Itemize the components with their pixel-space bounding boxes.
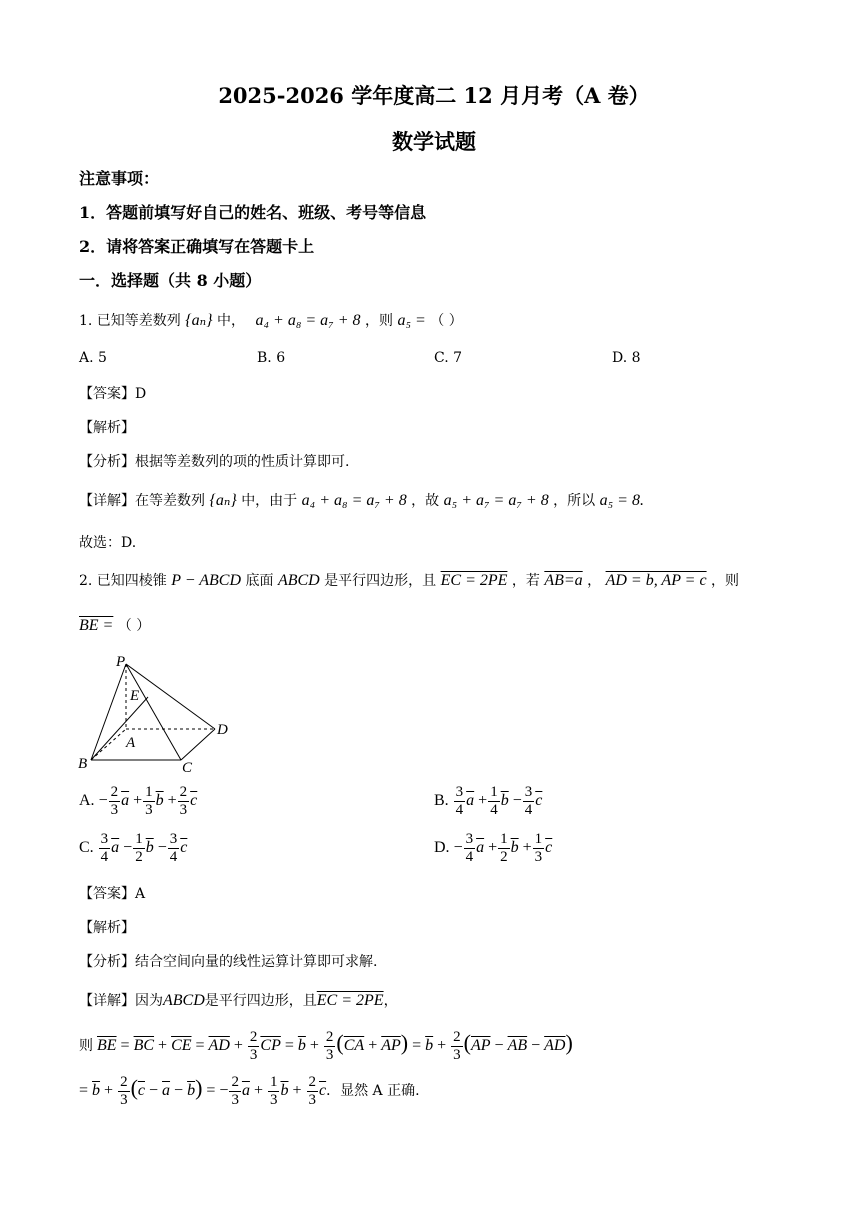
q2-be-post: （ ） [117, 618, 151, 634]
q2-detail-end: ， [383, 993, 398, 1009]
q2-option-a: A. − $\frac{2}{3}$ $\overline{a}$ + $\frac{1}{3}$ $\overline{b}$ + $\frac{2}{3}$ $\overline{c}$ [79, 784, 198, 818]
q2-option-d: D. − $\frac{3}{4}$ $\overline{a}$ + $\frac{1}{2}$ $\overline{b}$ + $\frac{1}{3}$ $\overline{c}$ [434, 831, 553, 865]
q2-stem-pre: 2. 已知四棱锥 [79, 573, 167, 589]
label-p: P [116, 654, 126, 670]
q2-stem [79, 570, 739, 590]
pyramid-figure [76, 652, 236, 777]
q2-ab-eq: AB=a [544, 572, 583, 589]
label-c: C [182, 760, 193, 776]
q2-answer: 【答案】A [79, 886, 146, 902]
page-subtitle: 数学试题 [392, 129, 476, 154]
q1-detail-mid3: ，所以 [553, 493, 596, 509]
q2-detail-base: ABCD [163, 992, 205, 1009]
q2-detail-ec: EC = 2PE [316, 992, 384, 1009]
q2-stem-mid3: ，若 [511, 573, 540, 589]
q2-derivation-line-2: = $\overline{b}$ + $\frac{2}{3}$ $(\overline{c} - \overline{a} - \overline{b})$ = − $\frac{2}{3}$ $\overline{a}$ + $\frac{1}{3}$ $\overline{b}$ + $\frac{2}{3}$ $\overline{c}$．显然 A 正确. [79, 1074, 420, 1108]
label-a: A [126, 735, 136, 751]
page-title: 2025-2026 学年度高二 12 月月考（A 卷） [218, 83, 650, 108]
q2-ec-eq: EC = 2PE [440, 572, 508, 589]
q2-conclusion: ．显然 A 正确. [326, 1083, 420, 1100]
q1-stem-pre: 1. 已知等差数列 [79, 313, 181, 329]
opt-c-label: C. [79, 839, 94, 857]
label-b: B [78, 756, 88, 772]
q1-detail-pre: 【详解】在等差数列 [79, 493, 205, 509]
q1-detail-eq1: a₄ + a₈ = a₇ + 8 [301, 492, 407, 509]
q1-detail-mid1: 中，由于 [241, 493, 298, 509]
notes-heading: 注意事项： [79, 169, 160, 188]
q1-option-d: D. 8 [612, 350, 641, 366]
q2-be-vector: BE = [79, 617, 114, 634]
q2-analysis-label: 【解析】 [79, 920, 135, 936]
q2-stem-post: ，则 [711, 573, 740, 589]
q2-detail [79, 990, 398, 1010]
note-item-1: 1．答题前填写好自己的姓名、班级、考号等信息 [79, 203, 427, 222]
q1-option-c: C. 7 [434, 350, 463, 366]
q2-option-c: C. $\frac{3}{4}$ $\overline{a}$ − $\frac{1}{2}$ $\overline{b}$ − $\frac{3}{4}$ $\overline{c}$ [79, 831, 188, 865]
q1-target: a₅ = [397, 312, 426, 329]
q1-option-b: B. 6 [257, 350, 286, 366]
q1-stem-mid: 中， [217, 313, 245, 329]
q2-stem-mid1: 底面 [245, 573, 274, 589]
q2-ad-eq: AD = b, AP = c [605, 572, 707, 589]
note-item-2: 2．请将答案正确填写在答题卡上 [79, 237, 315, 256]
q2-be-line [79, 615, 150, 635]
q1-detail-mid2: ，故 [411, 493, 440, 509]
opt-a-label: A. [79, 792, 95, 810]
edge-cd [181, 729, 215, 760]
q1-fenxi: 【分析】根据等差数列的项的性质计算即可. [79, 454, 350, 470]
edge-pd [126, 664, 215, 729]
q1-detail-seq: {aₙ} [209, 492, 237, 509]
opt-a-sign: − [98, 792, 108, 810]
q1-detail-eq2: a₅ + a₇ = a₇ + 8 [443, 492, 549, 509]
q2-derivation-line-1: 则 $\overline{BE} = \overline{BC} + \overline{CE} = \overline{AD}$ + $\frac{2}{3}$ $\overline{CP} = \overline{b}$ + $\frac{2}{3}$ $(\overline{CA} + \overline{AP}) = \overline{b}$ + $\frac{2}{3}$ $(\overline{AP} - \overline{AB} - \overline{AD})$ [79, 1029, 573, 1063]
q1-condition: a₄ + a₈ = a₇ + 8 [255, 312, 361, 329]
q2-ze: 则 [79, 1038, 93, 1055]
q2-stem-mid2: 是平行四边形，且 [324, 573, 437, 589]
q1-option-a: A. 5 [79, 350, 107, 366]
section-heading: 一．选择题（共 8 小题） [79, 271, 262, 290]
q2-fenxi: 【分析】结合空间向量的线性运算计算即可求解. [79, 954, 378, 970]
q1-seq: {aₙ} [185, 312, 213, 329]
q2-detail-pre: 【详解】因为 [79, 993, 163, 1009]
q1-detail [79, 490, 644, 510]
q1-analysis-label: 【解析】 [79, 420, 135, 436]
edge-pb [91, 664, 126, 760]
q1-answer: 【答案】D [79, 386, 147, 402]
q2-base: ABCD [277, 572, 320, 589]
q1-guxuan: 故选：D. [79, 535, 137, 551]
label-d: D [217, 722, 228, 738]
q1-detail-eq3: a₅ = 8. [599, 492, 644, 509]
q1-stem-mid2: ，则 [364, 313, 393, 329]
opt-b-label: B. [434, 792, 449, 810]
q1-stem [79, 310, 463, 330]
opt-d-label: D. [434, 839, 450, 857]
label-e: E [130, 688, 140, 704]
q1-stem-post: （ ） [430, 313, 463, 329]
q2-pyramid: P − ABCD [171, 572, 242, 589]
q2-detail-mid: 是平行四边形，且 [204, 993, 317, 1009]
q2-option-b: B. $\frac{3}{4}$ $\overline{a}$ + $\frac{1}{4}$ $\overline{b}$ − $\frac{3}{4}$ $\overline{c}$ [434, 784, 543, 818]
q2-stem-mid4: ， [587, 573, 602, 589]
